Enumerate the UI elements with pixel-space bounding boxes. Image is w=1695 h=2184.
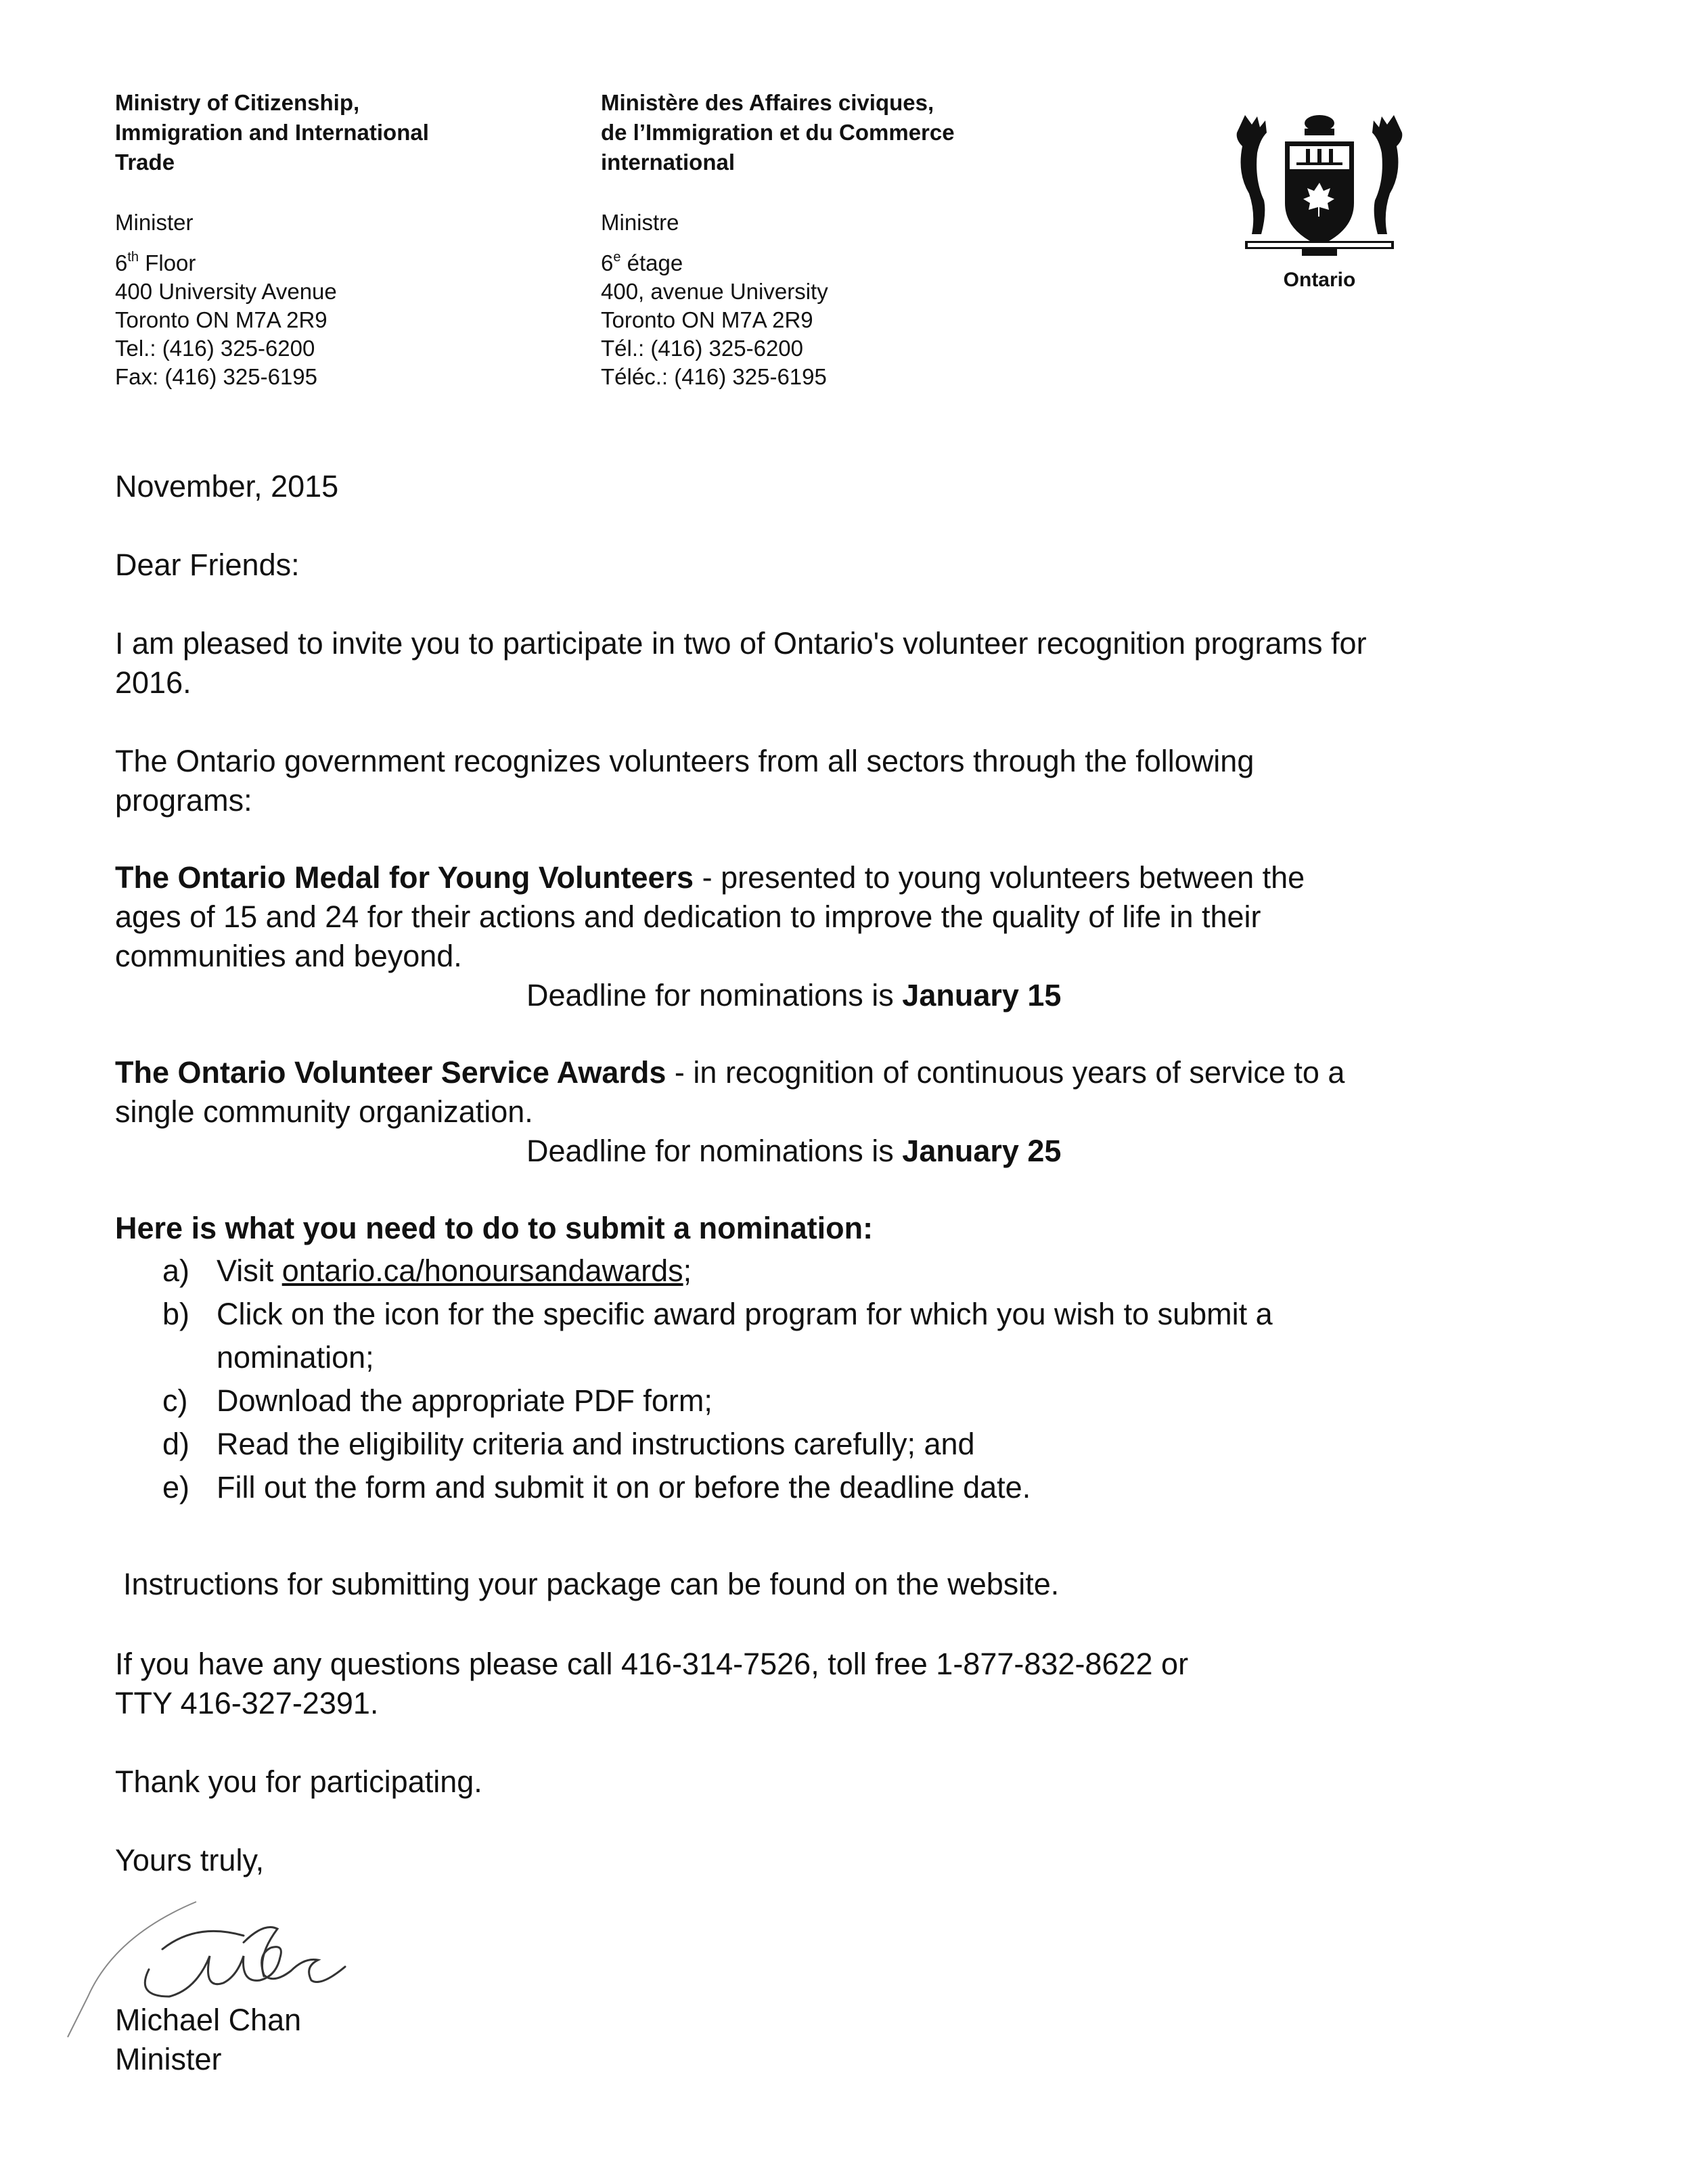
step-text: Click on the icon for the specific award program for which you wish to submit a — [217, 1297, 1273, 1331]
step-marker: a) — [162, 1253, 190, 1288]
step-item — [115, 1423, 1604, 1466]
address-line: Toronto ON M7A 2R9 — [601, 307, 813, 332]
signer-title: Minister — [115, 2042, 222, 2076]
program-volunteer-service-awards — [115, 1053, 1344, 1171]
paragraph-line: 2016. — [115, 665, 191, 700]
step-item — [115, 1466, 1604, 1509]
address-line: Toronto ON M7A 2R9 — [115, 307, 327, 332]
address-block-en — [115, 249, 337, 391]
address-block-fr — [601, 249, 828, 391]
programs-intro-paragraph — [115, 742, 1254, 820]
signer-name: Michael Chan — [115, 2003, 302, 2037]
ministry-line: Trade — [115, 150, 175, 175]
role-fr: Ministre — [601, 210, 679, 235]
step-item — [115, 1379, 1604, 1423]
ministry-name-en — [115, 88, 429, 177]
ministry-name-fr — [601, 88, 955, 177]
step-text: Download the appropriate PDF form; — [217, 1383, 713, 1418]
paragraph-line — [115, 858, 1305, 897]
step-text: Fill out the form and submit it on or before the deadline date. — [217, 1470, 1031, 1505]
paragraph-line: ages of 15 and 24 for their actions and dedication to improve the quality of life in their — [115, 899, 1261, 934]
phone-line: Tel.: (416) 325-6200 — [115, 336, 315, 361]
ontario-logo — [1231, 108, 1407, 291]
closing-line: Yours truly, — [115, 1843, 265, 1877]
step-marker: d) — [162, 1427, 190, 1461]
signer-block — [115, 2001, 301, 2079]
step-text: Visit — [217, 1253, 282, 1288]
fax-line: Téléc.: (416) 325-6195 — [601, 364, 827, 389]
paragraph-line: The Ontario government recognizes volunteers from all sectors through the following — [115, 744, 1255, 778]
deadline-date: January 15 — [902, 978, 1062, 1012]
nomination-steps — [115, 1209, 1604, 1509]
role-en: Minister — [115, 210, 194, 235]
fax-line: Fax: (416) 325-6195 — [115, 364, 318, 389]
program-medal-young-volunteers — [115, 858, 1305, 1015]
deadline-line — [115, 1132, 1344, 1171]
thanks-line: Thank you for participating. — [115, 1764, 482, 1799]
ministry-line: Immigration and International — [115, 120, 429, 145]
step-item — [115, 1249, 1604, 1293]
floor-line: 6th Floor — [115, 250, 196, 275]
paragraph-line: communities and beyond. — [115, 939, 462, 973]
paragraph-line: If you have any questions please call 416-314-7526, toll free 1-877-832-8622 or — [115, 1647, 1189, 1681]
steps-heading: Here is what you need to do to submit a nomination: — [115, 1211, 874, 1245]
questions-paragraph — [115, 1645, 1188, 1723]
deadline-date: January 25 — [902, 1134, 1062, 1168]
intro-paragraph — [115, 624, 1367, 703]
deadline-prefix: Deadline for nominations is — [526, 1134, 903, 1168]
deadline-line — [115, 976, 1305, 1015]
salutation: Dear Friends: — [115, 548, 300, 582]
instructions-note: Instructions for submitting your package can be found on the website. — [123, 1567, 1060, 1601]
step-text: ; — [683, 1253, 692, 1288]
logo-label: Ontario — [1283, 269, 1356, 291]
step-item — [115, 1293, 1604, 1379]
paragraph-line: I am pleased to invite you to participate in two of Ontario's volunteer recognition programs for — [115, 626, 1367, 661]
website-link[interactable]: ontario.ca/honoursandawards — [281, 1253, 683, 1288]
floor-line: 6e étage — [601, 250, 683, 275]
step-marker: c) — [162, 1383, 188, 1418]
step-marker: e) — [162, 1470, 190, 1505]
deadline-prefix: Deadline for nominations is — [526, 978, 903, 1012]
paragraph-line: programs: — [115, 783, 252, 818]
ministry-line: Ministère des Affaires civiques, — [601, 90, 934, 115]
ministry-line: Ministry of Citizenship, — [115, 90, 360, 115]
phone-line: Tél.: (416) 325-6200 — [601, 336, 804, 361]
address-line: 400 University Avenue — [115, 279, 337, 304]
step-text: nomination; — [217, 1340, 374, 1375]
address-line: 400, avenue University — [601, 279, 828, 304]
step-marker: b) — [162, 1297, 190, 1331]
ministry-line: de l’Immigration et du Commerce — [601, 120, 955, 145]
coat-of-arms-icon — [1231, 108, 1407, 264]
program-desc: - presented to young volunteers between the — [694, 860, 1305, 895]
paragraph-line — [115, 1053, 1344, 1092]
paragraph-line: single community organization. — [115, 1094, 533, 1129]
paragraph-line: TTY 416-327-2391. — [115, 1686, 379, 1720]
program-name: The Ontario Volunteer Service Awards — [115, 1055, 666, 1090]
program-name: The Ontario Medal for Young Volunteers — [115, 860, 694, 895]
ministry-line: international — [601, 150, 736, 175]
program-desc: - in recognition of continuous years of service to a — [666, 1055, 1345, 1090]
step-text: Read the eligibility criteria and instructions carefully; and — [217, 1427, 975, 1461]
letter-date: November, 2015 — [115, 469, 339, 504]
